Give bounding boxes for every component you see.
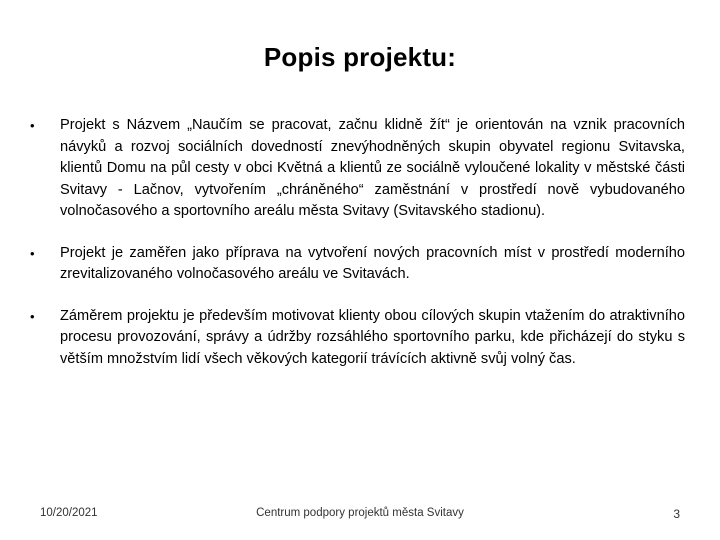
bullet-text-3: Záměrem projektu je především motivovat klienty obou cílových skupin vtažením do atraktivního procesu provozování, správy a údržby rozsáhlého sportovního parku, kde přicházejí do styku s větším množstvím lidí všech věkových kategorií trávících aktivně svůj volný čas. [60, 307, 685, 367]
bullet-item-1 [30, 115, 685, 223]
bullet-item-2 [30, 243, 685, 286]
footer-date: 10/20/2021 [40, 507, 98, 519]
bullet-item-3 [30, 306, 685, 371]
bullet-marker: • [30, 118, 35, 133]
footer-organization: Centrum podpory projektů města Svitavy [256, 507, 464, 519]
bullet-text-2: Projekt je zaměřen jako příprava na vytvoření nových pracovních míst v prostředí moderního zrevitalizovaného volnočasového areálu ve Svitavách. [60, 244, 685, 282]
page-number: 3 [673, 507, 680, 521]
slide-title: Popis projektu: [263, 42, 457, 72]
bullet-marker: • [30, 245, 35, 261]
bullet-text-1: Projekt s Názvem „Naučím se pracovat, začnu klidně žít“ je orientován na vznik pracovních návyků a rozvoj sociálních dovedností znevýhodněných skupin obyvatel regionu Svitavska, klientů Domu na půl cesty v obci Květná a klientů ze sociálně vyloučené lokality v městské části Svitavy - Lačnov, vytvořením „chráněného“ zaměstnání v prostředí nově vybudovaného volnočasového a sportovního areálu města Svitavy (Svitavského stadionu). [60, 117, 685, 219]
bullet-marker: • [30, 308, 35, 324]
bullet-list [30, 115, 685, 370]
